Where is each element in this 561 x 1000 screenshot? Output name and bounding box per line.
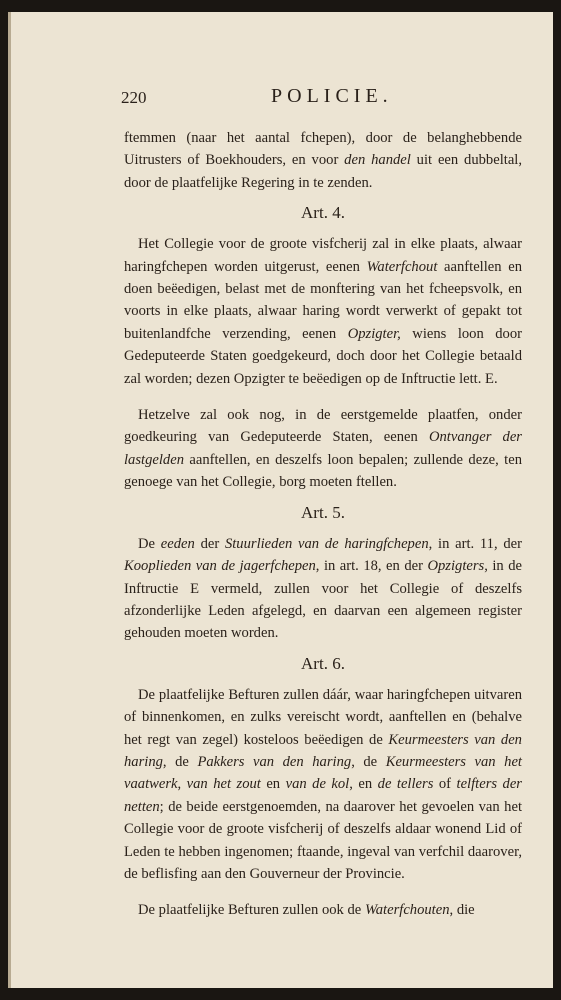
article-4-heading: Art. 4. <box>301 203 345 223</box>
italic-run: Keurmeesters van het vaatwerk <box>124 753 522 793</box>
text-run: ; de beide eerstgenoemden, na daarover het gevoelen van het Collegie voor de groote visfcherij of deszelfs aldaar wonend Lid of Leden te hebben ingenomen; ftaande, ingeval van verfchil daarover, de beflisfing aan den Gouverneur der Provincie. <box>124 798 522 882</box>
text-run: der <box>194 535 225 552</box>
text-run: De plaatfelijke Befturen zullen dáár, waar haringfchepen uitvaren of binnenkomen, en zulks vereischt wordt, aanftellen en (behalve het regt van zegel) kosteloos beëedigen de <box>124 686 522 748</box>
paragraph-3 <box>124 404 522 494</box>
article-6-heading: Art. 6. <box>301 653 345 673</box>
text-run: , de <box>162 753 198 770</box>
italic-run: Ontvanger der lastgelden <box>124 429 522 468</box>
text-run: , <box>177 776 187 793</box>
text-run: en <box>260 776 286 793</box>
italic-run: den handel <box>344 152 411 169</box>
paragraph-5 <box>124 684 522 886</box>
italic-run: van het zout <box>186 776 261 793</box>
body-text <box>124 127 522 922</box>
italic-run: de tellers <box>377 776 434 793</box>
paragraph-1 <box>124 127 522 194</box>
text-run: of <box>433 776 457 793</box>
italic-run: Opzigter, <box>347 325 401 342</box>
text-run: , die <box>449 902 475 919</box>
paragraph-6 <box>124 899 522 921</box>
text-run: , en <box>349 776 378 793</box>
article-5-heading: Art. 5. <box>301 502 345 522</box>
text-run: De plaatfelijke Befturen zullen ook de <box>138 902 365 919</box>
italic-run: Opzigters <box>427 558 485 575</box>
text-run: , in de Inftructie E vermeld, zullen voor het Collegie of deszelfs afzonderlijke Leden afgelegd, en daarvan een algemeen register gehouden moeten worden. <box>124 558 522 642</box>
italic-run: van de kol <box>285 776 350 793</box>
italic-run: Stuurlieden van de haringfchepen <box>224 535 429 552</box>
book-page <box>8 12 553 988</box>
paragraph-2 <box>124 233 522 390</box>
text-run: , in art. 18, en der <box>315 558 428 575</box>
text-run: aanftellen, en deszelfs loon bepalen; zullende deze, ten genoege van het Collegie, borg moeten ftellen. <box>124 451 522 491</box>
italic-run: Waterfchouten <box>364 902 450 919</box>
paragraph-4 <box>124 533 522 645</box>
text-run: ftemmen (naar het aantal fchepen), door de belanghebbende Uitrusters of Boekhouders, en voor <box>124 130 522 169</box>
text-run: Hetzelve zal ook nog, in de eerstgemelde plaatfen, onder goedkeuring van Gedeputeerde Staten, eenen <box>124 407 522 446</box>
text-run: Het Collegie voor de groote visfcherij zal in elke plaats, alwaar haringfchepen worden uitgerust, eenen <box>124 236 522 275</box>
page-header <box>121 85 521 114</box>
italic-run: Kooplieden van de jagerfchepen <box>124 558 316 575</box>
text-run: wiens loon door Gedeputeerde Staten goedgekeurd, doch door het Collegie betaald zal worden; dezen Opzigter te beëedigen op de Inftructie lett. E. <box>124 325 522 387</box>
italic-run: Waterfchout <box>366 258 438 275</box>
text-run: uit een dubbeltal, door de plaatfelijke Regering in te zenden. <box>124 152 523 191</box>
text-run: De <box>138 535 161 552</box>
text-run: , in art. 11, der <box>428 535 523 552</box>
page-number: 220 <box>121 88 147 107</box>
italic-run: Keurmeesters van den haring <box>124 731 522 770</box>
italic-run: telfters der netten <box>124 776 522 815</box>
italic-run: eeden <box>160 535 195 552</box>
text-run: aanftellen en doen beëedigen, belast met de monftering van het fcheepsvolk, en voorts in elke plaats, alwaar haring wordt verwerkt of gepakt tot buitenlandfche verzending, eenen <box>124 258 522 342</box>
text-run: , de <box>351 753 386 770</box>
italic-run: Pakkers van den haring <box>197 753 352 770</box>
running-head: POLICIE. <box>271 85 393 107</box>
